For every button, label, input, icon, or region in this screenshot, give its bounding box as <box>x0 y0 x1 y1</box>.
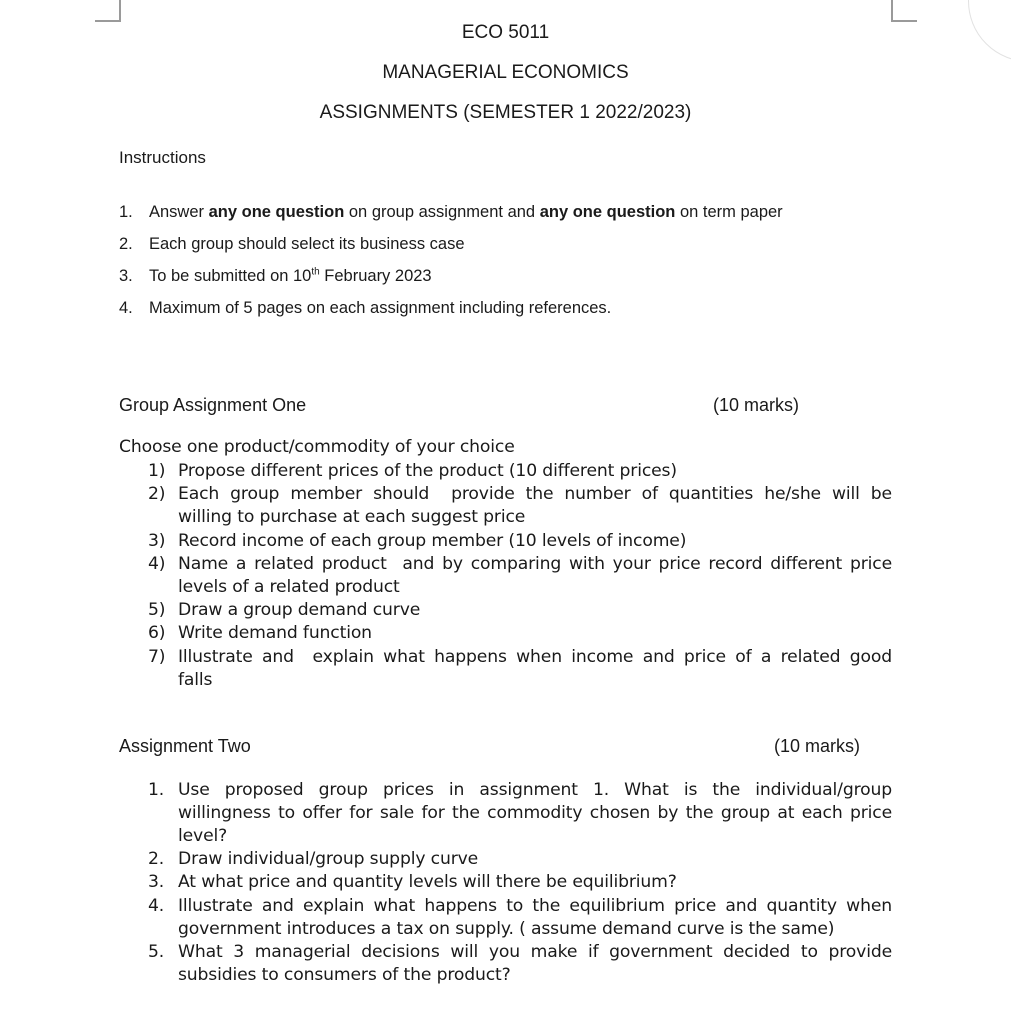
list-item: 5) Draw a group demand curve <box>148 600 421 620</box>
crop-mark-left <box>95 0 121 22</box>
list-item: 2. Draw individual/group supply curve <box>148 849 479 869</box>
course-title: MANAGERIAL ECONOMICS <box>382 62 629 83</box>
assignment-two-marks: (10 marks) <box>774 736 861 756</box>
list-item: 1. Use proposed group prices in assignment 1. What is the individual/group willingness to offer for sale for the commodity chosen by the group at each price level? <box>148 780 892 846</box>
list-item: 7) Illustrate and explain what happens when income and price of a related good falls <box>148 647 892 690</box>
group-assignment-title: Group Assignment One <box>119 395 307 415</box>
list-item: 6) Write demand function <box>148 623 372 643</box>
list-item: 3) Record income of each group member (10 levels of income) <box>148 531 687 551</box>
instruction-item: 4. Maximum of 5 pages on each assignment including references. <box>119 299 612 317</box>
list-item: 3. At what price and quantity levels will there be equilibrium? <box>148 872 677 892</box>
crop-mark-right <box>891 0 917 22</box>
group-assignment-intro: Choose one product/commodity of your choice <box>119 437 515 457</box>
list-item: 4) Name a related product and by comparing with your price record different price levels of a related product <box>148 554 892 597</box>
instructions-heading: Instructions <box>119 148 206 167</box>
instruction-item: 2. Each group should select its business case <box>119 235 465 253</box>
instruction-item: 1. Answer any one question on group assignment and any one question on term paper <box>119 203 783 221</box>
list-item: 2) Each group member should provide the number of quantities he/she will be willing to purchase at each suggest price <box>148 484 892 527</box>
list-item: 4. Illustrate and explain what happens to the equilibrium price and quantity when government introduces a tax on supply. ( assume demand curve is the same) <box>148 896 892 939</box>
instruction-item: 3. To be submitted on 10th February 2023 <box>119 266 432 285</box>
assignment-two-title: Assignment Two <box>119 736 251 756</box>
group-assignment-marks: (10 marks) <box>713 395 800 415</box>
page-subtitle: ASSIGNMENTS (SEMESTER 1 2022/2023) <box>319 102 692 123</box>
course-code: ECO 5011 <box>461 22 550 43</box>
list-item: 1) Propose different prices of the product (10 different prices) <box>148 461 677 481</box>
list-item: 5. What 3 managerial decisions will you make if government decided to provide subsidies to consumers of the product? <box>148 942 892 985</box>
